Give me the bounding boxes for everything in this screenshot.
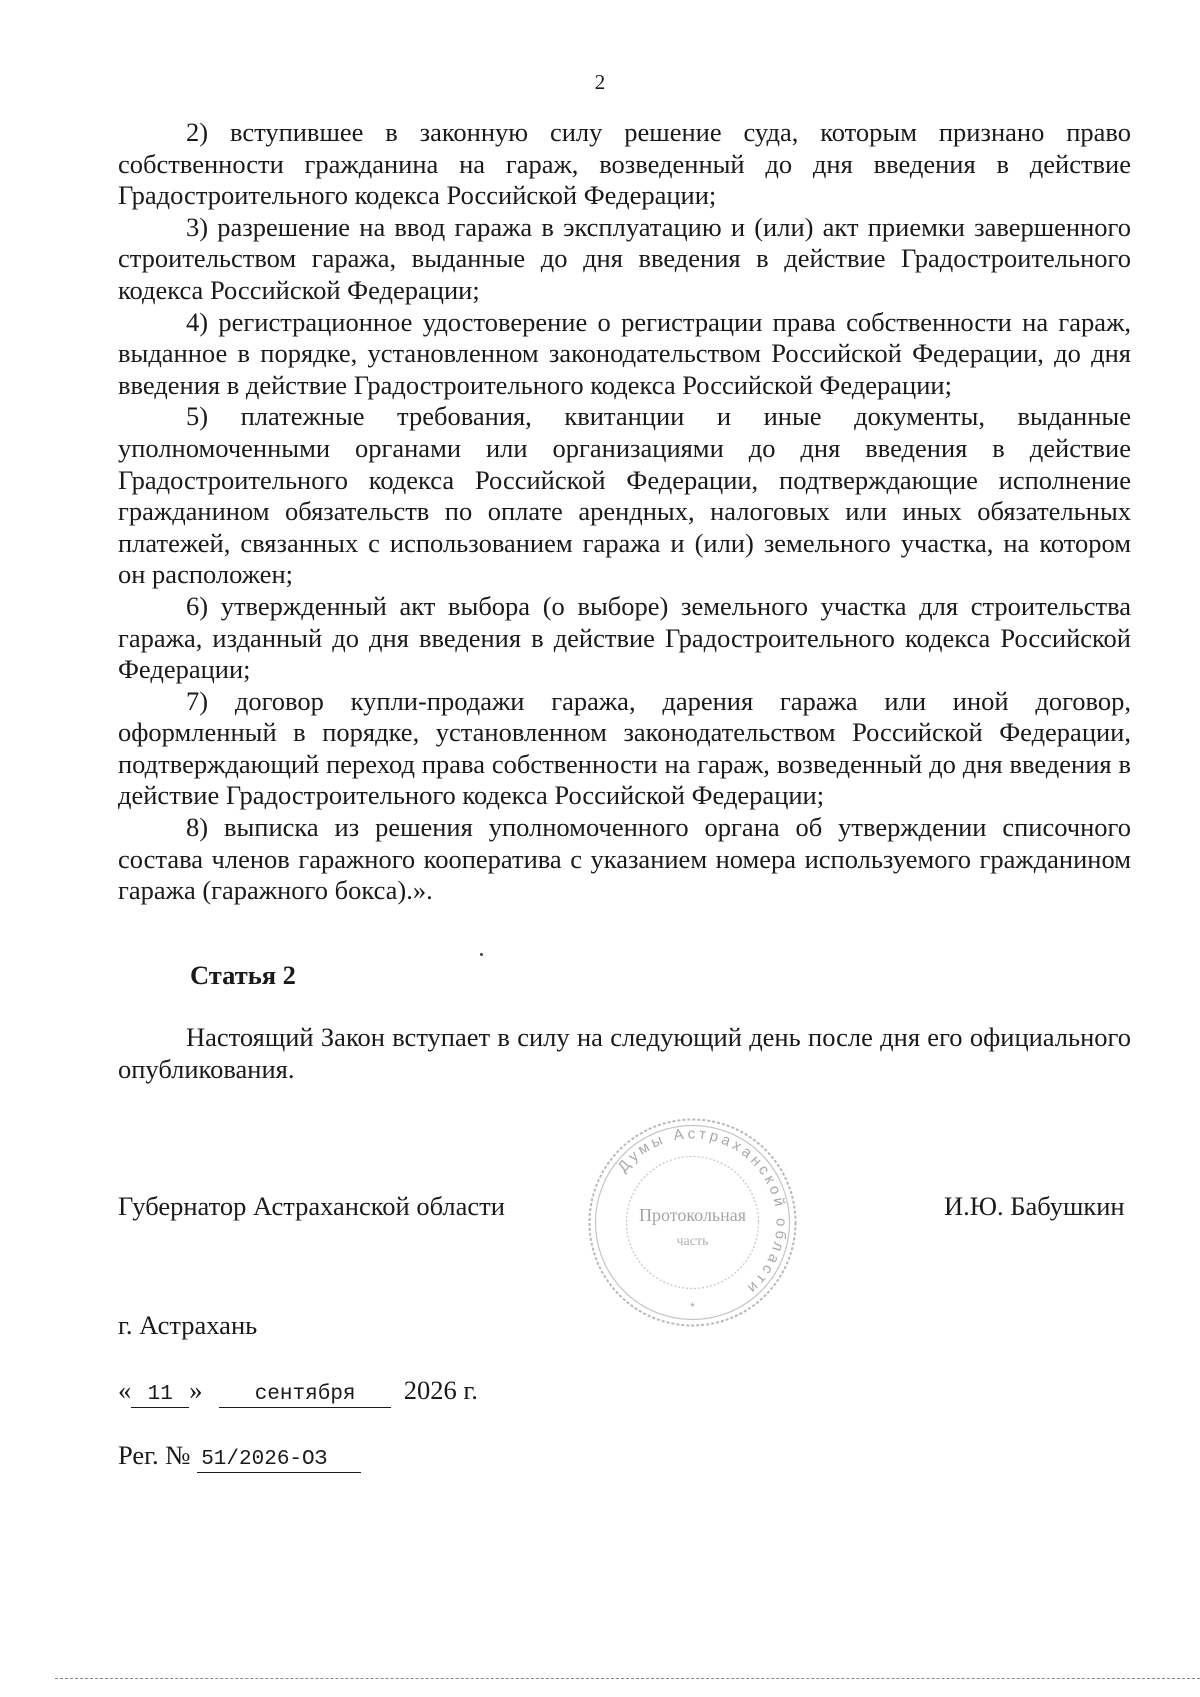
list-item-5: 5) платежные требования, квитанции и иные документы, выданные уполномоченными органами или организациями до дня введения в действие Градостроительного кодекса Российской Федерации, подтверждающие исполнение гражданином обязательств по оплате арендных, налоговых или иных обязательных платежей, связанных с использованием гаража и (или) земельного участка, на котором он расположен;	[118, 401, 1131, 590]
list-item-7: 7) договор купли-продажи гаража, дарения гаража или иной договор, оформленный в порядке, установленном законодательством Российской Федерации, подтверждающий переход права собственности на гараж, возведенный до дня введения в действие Градостроительного кодекса Российской Федерации;	[118, 685, 1131, 811]
date-month: сентября	[219, 1383, 391, 1408]
date-day: 11	[131, 1383, 189, 1408]
signing-city: г. Астрахань	[118, 1310, 258, 1340]
registration-line	[118, 1440, 361, 1473]
list-item-6: 6) утвержденный акт выбора (о выборе) земельного участка для строительства гаража, изданный до дня введения в действие Градостроительного кодекса Российской Федерации;	[118, 590, 1131, 685]
registration-label: Рег. №	[118, 1440, 191, 1470]
seal-center-line-1: Протокольная	[638, 1205, 747, 1225]
seal-ring-text: Думы Астраханской области	[614, 1125, 790, 1299]
bottom-scan-rule	[55, 1678, 1200, 1679]
article-text	[118, 1022, 1131, 1085]
date-close-quote: »	[189, 1375, 203, 1405]
list-item-4: 4) регистрационное удостоверение о регистрации права собственности на гараж, выданное в порядке, установленном законодательством Российской Федерации, до дня введения в действие Градостроительного кодекса Российской Федерации;	[118, 306, 1131, 400]
official-seal	[585, 1115, 800, 1330]
signatory-name: И.Ю. Бабушкин	[944, 1191, 1125, 1221]
list-item-3: 3) разрешение на ввод гаража в эксплуатацию и (или) акт приемки завершенного строительством гаража, выданные до дня введения в действие Градостроительного кодекса Российской Федерации;	[118, 211, 1131, 305]
date-open-quote: «	[118, 1375, 132, 1405]
signing-date	[118, 1375, 478, 1408]
page-number: 2	[594, 70, 606, 94]
date-year: 2026 г.	[403, 1375, 478, 1405]
seal-center-line-2: часть	[676, 1234, 709, 1249]
seal-star-icon: *	[690, 1300, 695, 1314]
registration-number: 51/2026-ОЗ	[197, 1448, 361, 1473]
article-paragraph: Настоящий Закон вступает в силу на следующий день после дня его официального опубликования.	[118, 1022, 1131, 1084]
article-title: Статья 2	[190, 960, 296, 990]
signatory-position: Губернатор Астраханской области	[118, 1191, 505, 1221]
list-item-8: 8) выписка из решения уполномоченного органа об утверждении списочного состава членов гаражного кооператива с указанием номера используемого гражданином гаража (гаражного бокса).».	[118, 812, 1131, 906]
law-body-text	[118, 117, 1131, 907]
stray-dot	[480, 953, 483, 956]
list-item-2: 2) вступившее в законную силу решение суда, которым признано право собственности гражданина на гараж, возведенный до дня введения в действие Градостроительного кодекса Российской Федерации;	[118, 117, 1131, 211]
